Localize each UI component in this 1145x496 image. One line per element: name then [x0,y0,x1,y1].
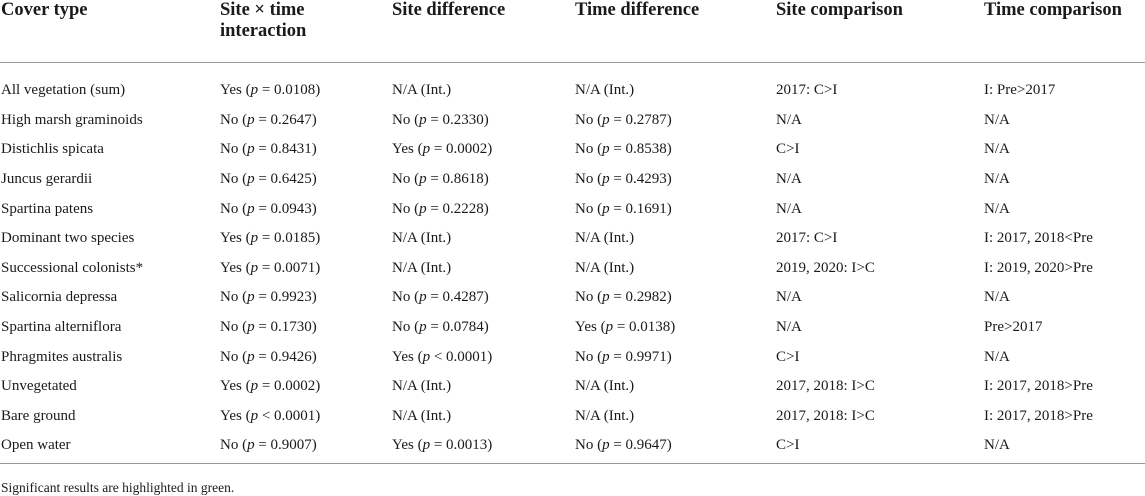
interaction-cell: No (p = 0.9426) [220,348,317,365]
table-row [0,371,1145,401]
time-difference-cell: No (p = 0.9647) [575,431,776,464]
time-difference-cell: No (p = 0.1691) [575,200,672,217]
site-comparison-cell: C>I [776,348,800,365]
interaction-cell: No (p = 0.8431) [220,141,317,158]
time-comparison-cell: N/A [984,111,1010,128]
time-comparison-cell: I: 2019, 2020>Pre [984,259,1093,276]
site-comparison-cell: 2017, 2018: I>C [776,378,875,395]
site-difference-cell: No (p = 0.2228) [392,200,489,217]
cover-type-cell: Unvegetated [1,378,77,395]
cover-type-cell: Bare ground [1,407,76,424]
cover-type-cell: All vegetation (sum) [1,82,126,99]
time-comparison-cell: N/A [984,289,1010,306]
site-comparison-cell: N/A [776,111,802,128]
table-body [0,62,1145,464]
column-header-site-difference: Site difference [392,0,575,62]
table-row [0,164,1145,194]
interaction-cell: Yes (p = 0.0108) [220,82,321,99]
time-comparison-cell: N/A [984,200,1010,217]
cover-type-cell: Salicornia depressa [1,289,118,306]
site-difference-cell: N/A (Int.) [392,230,452,247]
interaction-cell: Yes (p < 0.0001) [220,407,321,424]
table-row [0,76,1145,106]
site-difference-cell: Yes (p = 0.0013) [392,431,575,464]
time-comparison-cell: I: Pre>2017 [984,82,1056,99]
time-comparison-cell: I: 2017, 2018>Pre [984,407,1093,424]
time-difference-cell: N/A (Int.) [575,378,635,395]
cover-type-cell: High marsh graminoids [1,111,143,128]
site-comparison-cell: C>I [776,431,984,464]
cover-type-cell: Phragmites australis [1,348,123,365]
table-row [0,342,1145,372]
site-difference-cell: No (p = 0.8618) [392,171,489,188]
time-comparison-cell: N/A [984,141,1010,158]
interaction-cell: Yes (p = 0.0002) [220,378,321,395]
cover-type-cell: Spartina patens [1,200,94,217]
site-comparison-cell: 2019, 2020: I>C [776,259,875,276]
time-comparison-cell: N/A [984,348,1010,365]
time-comparison-cell: I: 2017, 2018<Pre [984,230,1093,247]
time-difference-cell: N/A (Int.) [575,407,635,424]
interaction-cell: No (p = 0.9923) [220,289,317,306]
time-difference-cell: N/A (Int.) [575,259,635,276]
column-header-time-comparison: Time comparison [984,0,1145,62]
column-header-site-comparison: Site comparison [776,0,984,62]
cover-type-cell: Dominant two species [1,230,135,247]
site-difference-cell: No (p = 0.4287) [392,289,489,306]
table-footnote: Significant results are highlighted in green. [1,480,235,495]
site-comparison-cell: 2017, 2018: I>C [776,407,875,424]
time-comparison-cell: I: 2017, 2018>Pre [984,378,1093,395]
table-row [0,135,1145,165]
site-comparison-cell: N/A [776,171,802,188]
table-row [0,223,1145,253]
site-difference-cell: N/A (Int.) [392,259,452,276]
time-difference-cell: No (p = 0.2787) [575,111,672,128]
header-row [0,0,1145,62]
time-difference-cell: No (p = 0.2982) [575,289,672,306]
cover-type-cell: Open water [0,431,220,464]
cover-type-cell: Spartina alterniflora [1,319,122,336]
cover-type-cell: Successional colonists* [1,259,144,276]
time-comparison-cell: N/A [984,171,1010,188]
time-difference-cell: No (p = 0.8538) [575,141,672,158]
interaction-cell: Yes (p = 0.0185) [220,230,321,247]
site-comparison-cell: 2017: C>I [776,82,838,99]
cover-type-cell: Distichlis spicata [1,141,104,158]
table-row [0,431,1145,464]
site-comparison-cell: N/A [776,289,802,306]
site-difference-cell: No (p = 0.0784) [392,319,489,336]
interaction-cell: No (p = 0.0943) [220,200,317,217]
interaction-cell: No (p = 0.2647) [220,111,317,128]
site-difference-cell: Yes (p < 0.0001) [392,348,493,365]
table-row [0,105,1145,135]
interaction-cell: Yes (p = 0.0071) [220,259,321,276]
time-difference-cell: Yes (p = 0.0138) [575,319,676,336]
time-comparison-cell: Pre>2017 [984,319,1043,336]
site-comparison-cell: C>I [776,141,800,158]
site-difference-cell: No (p = 0.2330) [392,111,489,128]
site-difference-cell: N/A (Int.) [392,82,452,99]
site-difference-cell: N/A (Int.) [392,378,452,395]
site-comparison-cell: N/A [776,319,802,336]
site-difference-cell: N/A (Int.) [392,407,452,424]
time-difference-cell: No (p = 0.4293) [575,171,672,188]
site-difference-cell: Yes (p = 0.0002) [392,141,493,158]
column-header-cover-type: Cover type [0,0,220,62]
time-difference-cell: No (p = 0.9971) [575,348,672,365]
time-comparison-cell: N/A [984,431,1145,464]
site-comparison-cell: N/A [776,200,802,217]
interaction-cell: No (p = 0.1730) [220,319,317,336]
interaction-cell: No (p = 0.6425) [220,171,317,188]
table-row [0,253,1145,283]
table-row [0,312,1145,342]
column-header-time-difference: Time difference [575,0,776,62]
table-row [0,401,1145,431]
column-header-interaction: Site × time interaction [220,0,392,62]
time-difference-cell: N/A (Int.) [575,82,635,99]
time-difference-cell: N/A (Int.) [575,230,635,247]
table-row [0,194,1145,224]
table-row [0,283,1145,313]
site-comparison-cell: 2017: C>I [776,230,838,247]
interaction-cell: No (p = 0.9007) [220,431,392,464]
cover-type-cell: Juncus gerardii [1,171,93,188]
